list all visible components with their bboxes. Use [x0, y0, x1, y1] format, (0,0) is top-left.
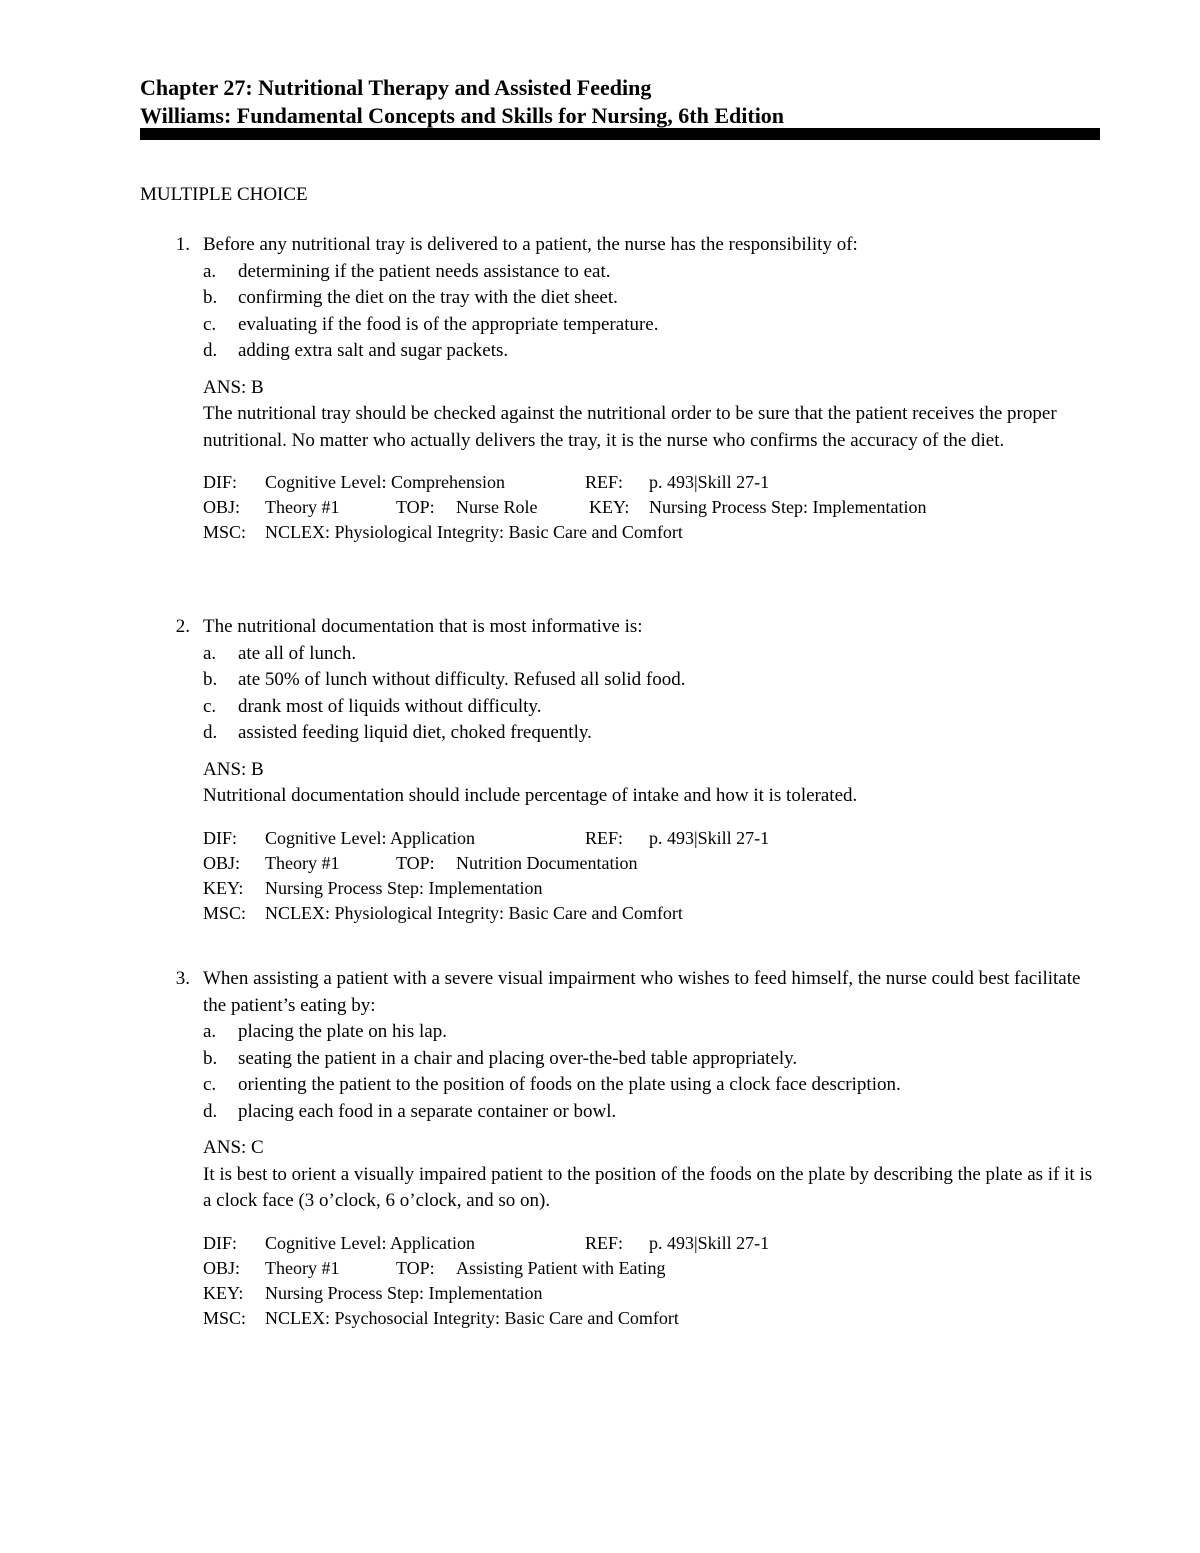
- option-c: [140, 694, 1100, 721]
- option-text: orienting the patient to the position of foods on the plate using a clock face description.: [238, 1074, 901, 1095]
- answer-block: [140, 757, 1100, 810]
- msc-label: MSC:: [203, 1307, 247, 1328]
- option-text: drank most of liquids without difficulty.: [238, 695, 542, 717]
- meta-row: [203, 901, 1100, 926]
- top-label: TOP:: [396, 497, 435, 517]
- dif-label: DIF:: [203, 472, 238, 492]
- meta-row: [203, 1281, 1100, 1306]
- option-c: [140, 312, 1100, 339]
- question-stem-row: [140, 232, 1100, 259]
- book-title: Williams: Fundamental Concepts and Skills for Nursing, 6th Edition: [140, 103, 785, 128]
- chapter-title: Chapter 27: Nutritional Therapy and Assisted Feeding: [140, 75, 652, 100]
- key-label: KEY:: [203, 1282, 244, 1303]
- key-value: Nursing Process Step: Implementation: [265, 1282, 543, 1303]
- question-stem-row: [140, 614, 1100, 641]
- meta-row: [203, 1256, 1100, 1281]
- meta-row: [203, 470, 1100, 495]
- option-d: [140, 720, 1100, 747]
- msc-label: MSC:: [203, 902, 247, 923]
- top-label: TOP:: [396, 852, 435, 873]
- obj-label: OBJ:: [203, 1257, 241, 1278]
- obj-value: Theory #1: [265, 497, 340, 517]
- ref-label: REF:: [585, 472, 624, 492]
- question-number: 3.: [175, 968, 190, 989]
- option-b: [140, 285, 1100, 312]
- meta-row: [203, 1231, 1100, 1256]
- header-rule: [140, 128, 1100, 140]
- key-label: KEY:: [203, 877, 244, 898]
- option-letter: c.: [203, 1074, 217, 1095]
- option-letter: c.: [203, 695, 217, 717]
- question-metadata: [140, 826, 1100, 926]
- dif-value: Cognitive Level: Application: [265, 827, 475, 848]
- option-letter: d.: [203, 722, 218, 743]
- question-stem: When assisting a patient with a severe visual impairment who wishes to feed himself, the nurse could best facilitate the patient’s eating by:: [203, 968, 1081, 1016]
- ref-label: REF:: [585, 1232, 624, 1253]
- meta-row: [203, 520, 1100, 545]
- option-c: [140, 1072, 1100, 1099]
- obj-value: Theory #1: [265, 1257, 340, 1278]
- option-text: placing each food in a separate container or bowl.: [238, 1100, 617, 1122]
- option-letter: d.: [203, 340, 218, 361]
- top-label: TOP:: [396, 1257, 435, 1278]
- dif-label: DIF:: [203, 827, 238, 848]
- answer-key: ANS: B: [203, 758, 264, 780]
- option-text: determining if the patient needs assistance to eat.: [238, 260, 611, 282]
- option-a: [140, 641, 1100, 668]
- option-text: adding extra salt and sugar packets.: [238, 340, 509, 361]
- meta-row: [203, 826, 1100, 851]
- option-text: ate 50% of lunch without difficulty. Refused all solid food.: [238, 669, 686, 690]
- obj-label: OBJ:: [203, 497, 241, 517]
- question-stem: The nutritional documentation that is most informative is:: [203, 616, 643, 637]
- msc-value: NCLEX: Physiological Integrity: Basic Care and Comfort: [265, 902, 683, 923]
- section-heading: MULTIPLE CHOICE: [140, 184, 308, 205]
- option-text: confirming the diet on the tray with the diet sheet.: [238, 287, 618, 308]
- option-text: assisted feeding liquid diet, choked frequently.: [238, 722, 592, 743]
- rationale: It is best to orient a visually impaired patient to the position of the foods on the plate by describing the plate as if it is a clock face (3 o’clock, 6 o’clock, and so on).: [203, 1163, 1093, 1211]
- question-1: [140, 232, 1100, 545]
- answer-block: [140, 375, 1100, 455]
- option-text: seating the patient in a chair and placing over-the-bed table appropriately.: [238, 1047, 798, 1069]
- ref-label: REF:: [585, 827, 624, 848]
- msc-label: MSC:: [203, 522, 247, 542]
- rationale: The nutritional tray should be checked against the nutritional order to be sure that the patient receives the proper nutritional. No matter who actually delivers the tray, it is the nurse who confirms the accuracy of the diet.: [203, 403, 1057, 451]
- msc-value: NCLEX: Physiological Integrity: Basic Care and Comfort: [265, 522, 683, 542]
- option-text: evaluating if the food is of the appropriate temperature.: [238, 313, 659, 335]
- meta-row: [203, 495, 1100, 520]
- ref-value: p. 493|Skill 27-1: [649, 472, 770, 492]
- answer-key: ANS: B: [203, 376, 264, 398]
- meta-row: [203, 1306, 1100, 1331]
- question-number: 2.: [175, 616, 190, 637]
- ref-value: p. 493|Skill 27-1: [649, 1232, 770, 1253]
- top-value: Nurse Role: [456, 497, 538, 517]
- dif-value: Cognitive Level: Application: [265, 1232, 475, 1253]
- option-a: [140, 1019, 1100, 1046]
- option-letter: b.: [203, 287, 218, 308]
- question-metadata: [140, 1231, 1100, 1331]
- msc-value: NCLEX: Psychosocial Integrity: Basic Care and Comfort: [265, 1307, 679, 1328]
- option-letter: b.: [203, 669, 218, 690]
- key-label: KEY:: [589, 497, 630, 517]
- question-3: [140, 966, 1100, 1331]
- option-letter: d.: [203, 1100, 218, 1122]
- question-stem: Before any nutritional tray is delivered to a patient, the nurse has the responsibility of:: [203, 234, 858, 255]
- dif-value: Cognitive Level: Comprehension: [265, 472, 505, 492]
- option-b: [140, 667, 1100, 694]
- meta-row: [203, 876, 1100, 901]
- ref-value: p. 493|Skill 27-1: [649, 827, 770, 848]
- option-letter: a.: [203, 260, 217, 282]
- question-2: [140, 614, 1100, 926]
- option-a: [140, 259, 1100, 286]
- rationale: Nutritional documentation should include percentage of intake and how it is tolerated.: [203, 785, 858, 806]
- obj-label: OBJ:: [203, 852, 241, 873]
- option-letter: a.: [203, 1021, 217, 1042]
- answer-key: ANS: C: [203, 1137, 264, 1158]
- key-value: Nursing Process Step: Implementation: [649, 497, 927, 517]
- meta-row: [203, 851, 1100, 876]
- option-d: [140, 338, 1100, 365]
- question-number: 1.: [175, 234, 190, 255]
- question-metadata: [140, 470, 1100, 545]
- option-letter: b.: [203, 1047, 218, 1069]
- top-value: Assisting Patient with Eating: [456, 1257, 666, 1278]
- dif-label: DIF:: [203, 1232, 238, 1253]
- top-value: Nutrition Documentation: [456, 852, 638, 873]
- option-letter: c.: [203, 313, 217, 335]
- option-d: [140, 1099, 1100, 1126]
- document-header: [140, 74, 1100, 130]
- question-stem-row: [140, 966, 1100, 1019]
- option-letter: a.: [203, 642, 217, 664]
- option-b: [140, 1046, 1100, 1073]
- obj-value: Theory #1: [265, 852, 340, 873]
- answer-block: [140, 1135, 1100, 1215]
- option-text: placing the plate on his lap.: [238, 1021, 447, 1042]
- key-value: Nursing Process Step: Implementation: [265, 877, 543, 898]
- option-text: ate all of lunch.: [238, 642, 357, 664]
